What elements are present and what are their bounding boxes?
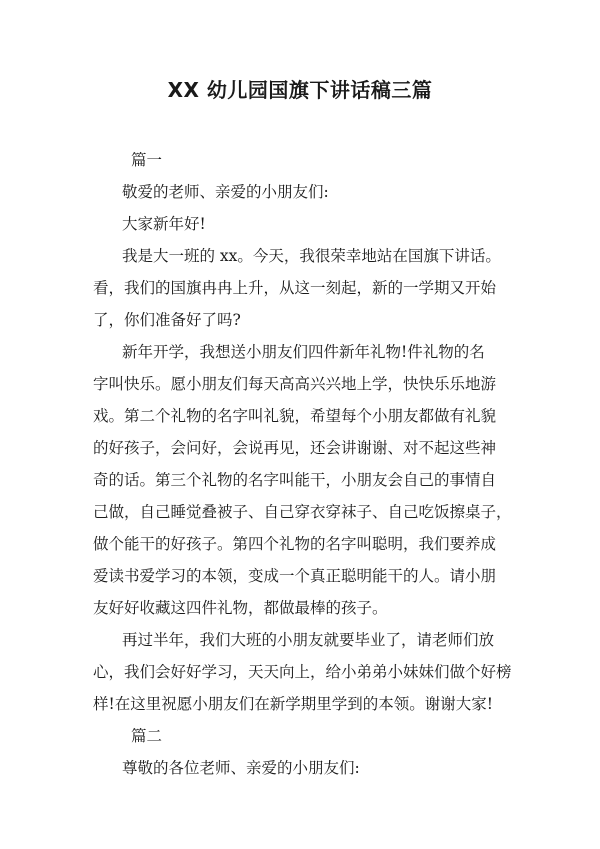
paragraph-line: 爱读书爱学习的本领，变成一个真正聪明能干的人。请小朋 — [93, 567, 497, 585]
section-heading-1: 篇一 — [131, 151, 163, 169]
paragraph-line: 戏。第二个礼物的名字叫礼貌，希望每个小朋友都做有礼貌 — [93, 407, 497, 425]
paragraph-line: 奇的话。第三个礼物的名字叫能干，小朋友会自己的事情自 — [93, 471, 497, 489]
paragraph-line: 的好孩子，会问好，会说再见，还会讲谢谢、对不起这些神 — [93, 439, 497, 457]
paragraph-line: 字叫快乐。愿小朋友们每天高高兴兴地上学，快快乐乐地游 — [93, 375, 497, 393]
paragraph-line: 看，我们的国旗冉冉上升，从这一刻起，新的一学期又开始 — [93, 279, 497, 297]
paragraph-line: 我是大一班的 xx。今天，我很荣幸地站在国旗下讲话。 — [122, 247, 501, 265]
paragraph-line: 己做，自己睡觉叠被子、自己穿衣穿袜子、自己吃饭擦桌子， — [93, 503, 512, 521]
paragraph-line: 大家新年好! — [122, 215, 206, 233]
paragraph-line: 新年开学，我想送小朋友们四件新年礼物!件礼物的名 — [122, 343, 485, 361]
paragraph-line: 敬爱的老师、亲爱的小朋友们: — [122, 183, 329, 201]
paragraph-line: 样!在这里祝愿小朋友们在新学期里学到的本领。谢谢大家! — [93, 695, 493, 713]
paragraph-line: 了，你们准备好了吗? — [93, 311, 241, 329]
paragraph-line: 尊敬的各位老师、亲爱的小朋友们: — [122, 759, 360, 777]
paragraph-line: 做个能干的好孩子。第四个礼物的名字叫聪明，我们要养成 — [93, 535, 497, 553]
paragraph-line: 友好好收藏这四件礼物，都做最棒的孩子。 — [93, 599, 388, 617]
paragraph-line: 心，我们会好好学习，天天向上，给小弟弟小妹妹们做个好榜 — [93, 663, 512, 681]
paragraph-line: 再过半年，我们大班的小朋友就要毕业了，请老师们放 — [122, 631, 495, 649]
section-heading-2: 篇二 — [131, 727, 163, 745]
page-title: XX 幼儿园国旗下讲话稿三篇 — [167, 78, 433, 102]
